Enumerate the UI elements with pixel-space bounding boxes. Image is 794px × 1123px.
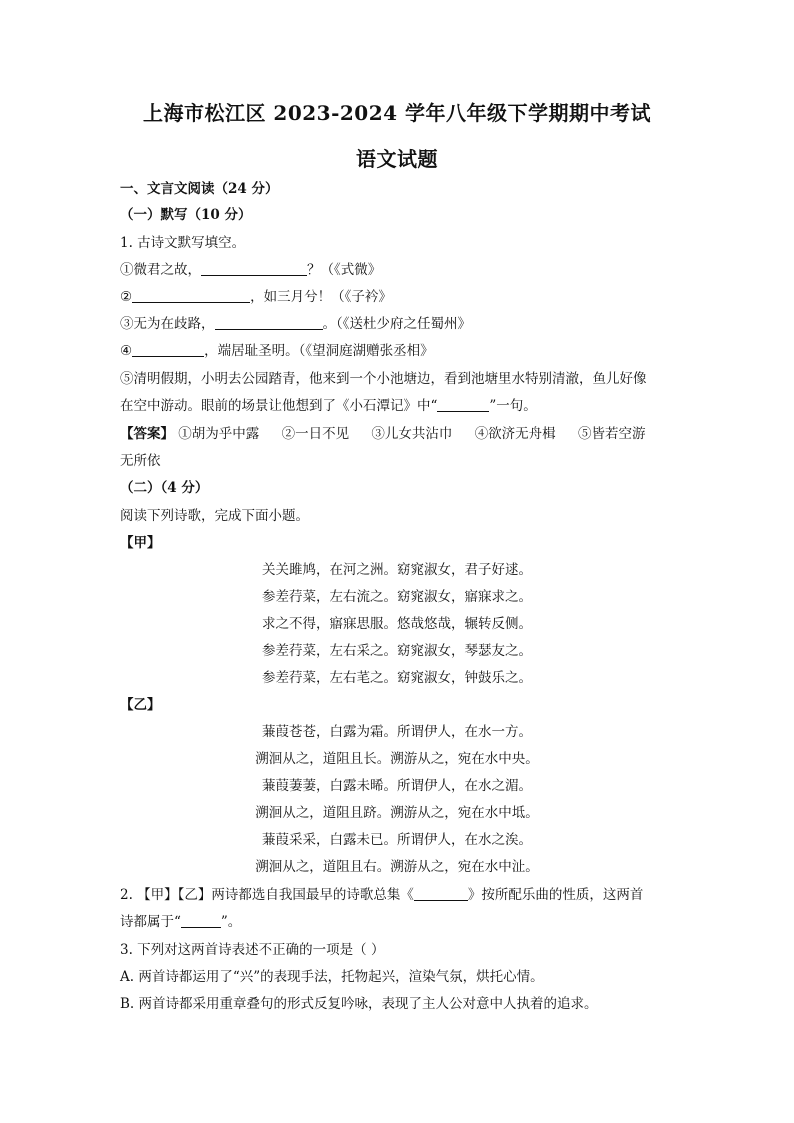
answer-item: ③儿女共沾巾: [371, 426, 453, 442]
q2-line2-before: 诗都属于“: [120, 914, 181, 930]
fill-blank: [201, 261, 307, 276]
question-2-line-2: [120, 913, 680, 931]
subsection-heading: （一）默写（10 分）: [120, 207, 252, 223]
poem-jia-line: 关关雎鸠，在河之洲。窈窕淑女，君子好逑。: [262, 562, 532, 578]
poem-jia-line: 参差荇菜，左右流之。窈窕淑女，寤寐求之。: [262, 589, 532, 605]
poem-jia-line: 求之不得，寤寐思服。悠哉悠哉，辗转反侧。: [262, 616, 532, 632]
fill-item-5-before: 在空中游动。眼前的场景让他想到了《小石潭记》中“: [120, 398, 438, 414]
q2-before: 2. 【甲】【乙】两诗都选自我国最早的诗歌总集《: [120, 887, 414, 903]
poem-yi-line: 蒹葭采采，白露未已。所谓伊人，在水之涘。: [262, 832, 532, 848]
answer-item: ②一日不见: [281, 426, 350, 442]
poem-yi-line: 蒹葭苍苍，白露为霜。所谓伊人，在水一方。: [262, 724, 532, 740]
fill-item-3-after: 。（《送杜少府之任蜀州》: [322, 316, 471, 332]
fill-item-1-before: ①微君之故，: [120, 262, 201, 278]
subsection-2-heading: （二）（4 分）: [120, 480, 209, 496]
fill-item-3: [120, 315, 680, 333]
reading-instruction: 阅读下列诗歌，完成下面小题。: [120, 508, 309, 524]
poem-yi-line: 溯洄从之，道阻且右。溯游从之，宛在水中沚。: [255, 859, 539, 875]
fill-item-5-after: ”一句。: [489, 398, 537, 414]
fill-item-1-after: ？（《式微》: [307, 262, 382, 278]
fill-blank: [181, 913, 221, 928]
fill-item-2-before: ②: [120, 289, 133, 305]
poem-jia-line: 参差荇菜，左右芼之。窈窕淑女，钟鼓乐之。: [262, 670, 532, 686]
fill-blank: [215, 315, 323, 330]
poem-yi-label: 【乙】: [120, 697, 161, 713]
fill-blank: [132, 288, 250, 303]
fill-item-4: [120, 342, 680, 360]
fill-item-3-before: ③无为在歧路，: [120, 316, 215, 332]
answer-item: ⑤皆若空游: [577, 426, 646, 442]
answer-continuation: 无所依: [120, 453, 161, 469]
fill-blank: [414, 886, 468, 901]
fill-item-2-after: ，如三月兮！（《子衿》: [250, 289, 392, 305]
poem-yi-line: 溯洄从之，道阻且长。溯游从之，宛在水中央。: [255, 751, 539, 767]
answer-label: 【答案】: [120, 426, 174, 442]
fill-blank: [132, 342, 204, 357]
fill-item-5-line-2: [120, 397, 680, 415]
question-3-stem: 3. 下列对这两首诗表述不正确的一项是（ ）: [120, 942, 385, 958]
question-1-stem: 1. 古诗文默写填空。: [120, 235, 246, 251]
fill-item-4-before: ④: [120, 343, 133, 359]
fill-blank: [437, 397, 489, 412]
poem-yi-line: 溯洄从之，道阻且跻。溯游从之，宛在水中坻。: [255, 805, 539, 821]
fill-item-4-after: ，端居耻圣明。（《望洞庭湖赠张丞相》: [204, 343, 434, 359]
fill-item-1: [120, 261, 680, 279]
fill-item-5-line-1: ⑤清明假期，小明去公园踏青，他来到一个小池塘边，看到池塘里水特别清澈，鱼儿好像: [120, 371, 647, 387]
q2-line2-after: ”。: [220, 914, 242, 930]
answer-line: [120, 425, 680, 443]
fill-item-2: [120, 288, 680, 306]
question-3-option-b: B. 两首诗都采用重章叠句的形式反复吟咏，表现了主人公对意中人执着的追求。: [120, 996, 598, 1012]
poem-jia-label: 【甲】: [120, 535, 161, 551]
poem-jia-line: 参差荇菜，左右采之。窈窕淑女，琴瑟友之。: [262, 643, 532, 659]
answer-item: ④欲济无舟楫: [474, 426, 556, 442]
question-2-line-1: [120, 886, 680, 904]
q2-after: 》按所配乐曲的性质，这两首: [467, 887, 644, 903]
answer-item: ①胡为乎中露: [178, 426, 260, 442]
exam-title: 上海市松江区 2023-2024 学年八年级下学期期中考试: [142, 101, 652, 125]
question-3-option-a: A. 两首诗都运用了“兴”的表现手法，托物起兴，渲染气氛，烘托心情。: [120, 969, 544, 985]
section-heading: 一、文言文阅读（24 分）: [120, 181, 279, 197]
poem-yi-line: 蒹葭萋萋，白露未晞。所谓伊人，在水之湄。: [262, 778, 532, 794]
exam-subtitle: 语文试题: [356, 147, 438, 171]
